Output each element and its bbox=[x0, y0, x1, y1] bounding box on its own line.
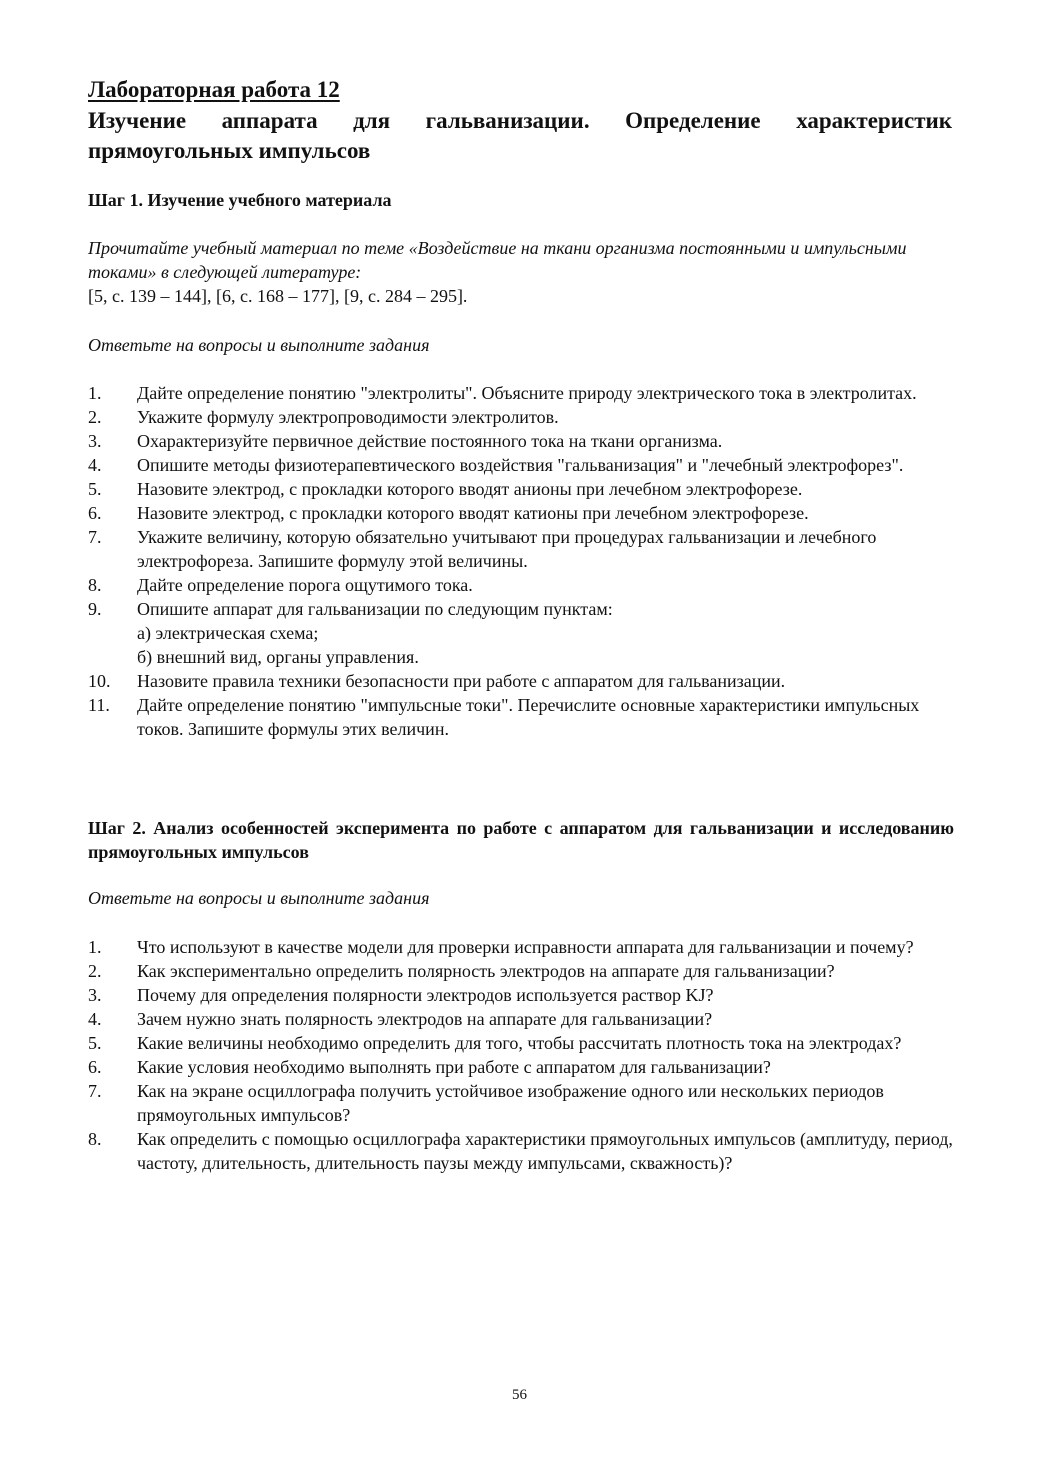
list-item bbox=[88, 959, 958, 983]
item-text: Охарактеризуйте первичное действие постоянного тока на ткани организма. bbox=[137, 431, 723, 451]
item-text: Дайте определение понятию "импульсные токи". Перечислите основные характеристики импульсных токов. Запишите формулы этих величин. bbox=[137, 695, 920, 739]
item-number: 10. bbox=[88, 671, 111, 691]
item-number: 4. bbox=[88, 455, 102, 475]
item-number: 7. bbox=[88, 527, 102, 547]
step2-heading: Шаг 2. Анализ особенностей эксперимента по работе с аппаратом для гальванизации и исследованию прямоугольных импульсов bbox=[88, 818, 954, 862]
step1-question-list bbox=[88, 381, 958, 741]
item-text: Укажите величину, которую обязательно учитывают при процедурах гальванизации и лечебного электрофореза. Запишите формулу этой величины. bbox=[137, 527, 877, 571]
item-number: 3. bbox=[88, 985, 102, 1005]
item-text: Какие величины необходимо определить для того, чтобы рассчитать плотность тока на электродах? bbox=[137, 1033, 902, 1053]
list-item bbox=[88, 669, 958, 693]
reading-intro: Прочитайте учебный материал по теме «Воздействие на ткани организма постоянными и импульсными токами» в следующей литературе: bbox=[88, 238, 907, 282]
item-number: 6. bbox=[88, 1057, 102, 1077]
list-item bbox=[88, 1031, 958, 1055]
item-text: Какие условия необходимо выполнять при работе с аппаратом для гальванизации? bbox=[137, 1057, 771, 1077]
item-number: 11. bbox=[88, 695, 110, 715]
item-text: Опишите методы физиотерапевтического воздействия "гальванизация" и "лечебный электрофорез". bbox=[137, 455, 904, 475]
item-text: Почему для определения полярности электродов используется раствор KJ? bbox=[137, 985, 714, 1005]
item-number: 3. bbox=[88, 431, 102, 451]
item-text: Как на экране осциллографа получить устойчивое изображение одного или нескольких периодов прямоугольных импульсов? bbox=[137, 1081, 884, 1125]
item-text: Назовите правила техники безопасности при работе с аппаратом для гальванизации. bbox=[137, 671, 786, 691]
list-item bbox=[88, 1007, 958, 1031]
list-item bbox=[88, 1055, 958, 1079]
item-text: Опишите аппарат для гальванизации по следующим пунктам: bbox=[137, 599, 613, 619]
item-number: 6. bbox=[88, 503, 102, 523]
sub-item: а) электрическая схема; bbox=[137, 623, 319, 643]
list-item bbox=[88, 453, 958, 477]
list-item bbox=[88, 693, 958, 741]
item-number: 1. bbox=[88, 383, 102, 403]
list-item bbox=[88, 1127, 958, 1175]
item-number: 2. bbox=[88, 407, 102, 427]
item-number: 4. bbox=[88, 1009, 102, 1029]
list-item bbox=[88, 501, 958, 525]
lab-title: Лабораторная работа 12 bbox=[88, 77, 340, 102]
item-text: Дайте определение понятию "электролиты". Объясните природу электрического тока в электролитах. bbox=[137, 383, 917, 403]
list-item bbox=[88, 983, 958, 1007]
item-text: Что используют в качестве модели для проверки исправности аппарата для гальванизации и почему? bbox=[137, 937, 914, 957]
reading-references: [5, с. 139 – 144], [6, с. 168 – 177], [9, с. 284 – 295]. bbox=[88, 286, 468, 306]
step1-instruction: Ответьте на вопросы и выполните задания bbox=[88, 335, 430, 355]
step1-heading: Шаг 1. Изучение учебного материала bbox=[88, 190, 392, 210]
item-text: Зачем нужно знать полярность электродов на аппарате для гальванизации? bbox=[137, 1009, 713, 1029]
list-item bbox=[88, 1079, 958, 1127]
item-text: Дайте определение порога ощутимого тока. bbox=[137, 575, 473, 595]
item-number: 2. bbox=[88, 961, 102, 981]
list-item bbox=[88, 381, 958, 405]
list-item bbox=[88, 597, 958, 669]
list-item bbox=[88, 429, 958, 453]
page-number: 56 bbox=[512, 1387, 527, 1403]
item-number: 5. bbox=[88, 1033, 102, 1053]
list-item bbox=[88, 477, 958, 501]
item-text: Назовите электрод, с прокладки которого вводят анионы при лечебном электрофорезе. bbox=[137, 479, 803, 499]
sub-item: б) внешний вид, органы управления. bbox=[137, 647, 419, 667]
list-item bbox=[88, 525, 958, 573]
step2-question-list bbox=[88, 935, 958, 1175]
item-number: 9. bbox=[88, 599, 102, 619]
item-number: 1. bbox=[88, 937, 102, 957]
list-item bbox=[88, 573, 958, 597]
item-number: 8. bbox=[88, 575, 102, 595]
list-item bbox=[88, 935, 958, 959]
reading-assignment bbox=[88, 236, 954, 308]
item-text: Как определить с помощью осциллографа характеристики прямоугольных импульсов (амплитуду, период, частоту, длительность, длительность паузы между импульсами, скважность)? bbox=[137, 1129, 953, 1173]
lab-subtitle: Изучение аппарата для гальванизации. Определение характеристик прямоугольных импульсов bbox=[88, 108, 952, 163]
item-number: 8. bbox=[88, 1129, 102, 1149]
item-text: Назовите электрод, с прокладки которого вводят катионы при лечебном электрофорезе. bbox=[137, 503, 809, 523]
step2-instruction: Ответьте на вопросы и выполните задания bbox=[88, 888, 430, 908]
item-text: Как экспериментально определить полярность электродов на аппарате для гальванизации? bbox=[137, 961, 835, 981]
item-number: 7. bbox=[88, 1081, 102, 1101]
item-text: Укажите формулу электропроводимости электролитов. bbox=[137, 407, 559, 427]
list-item bbox=[88, 405, 958, 429]
item-number: 5. bbox=[88, 479, 102, 499]
